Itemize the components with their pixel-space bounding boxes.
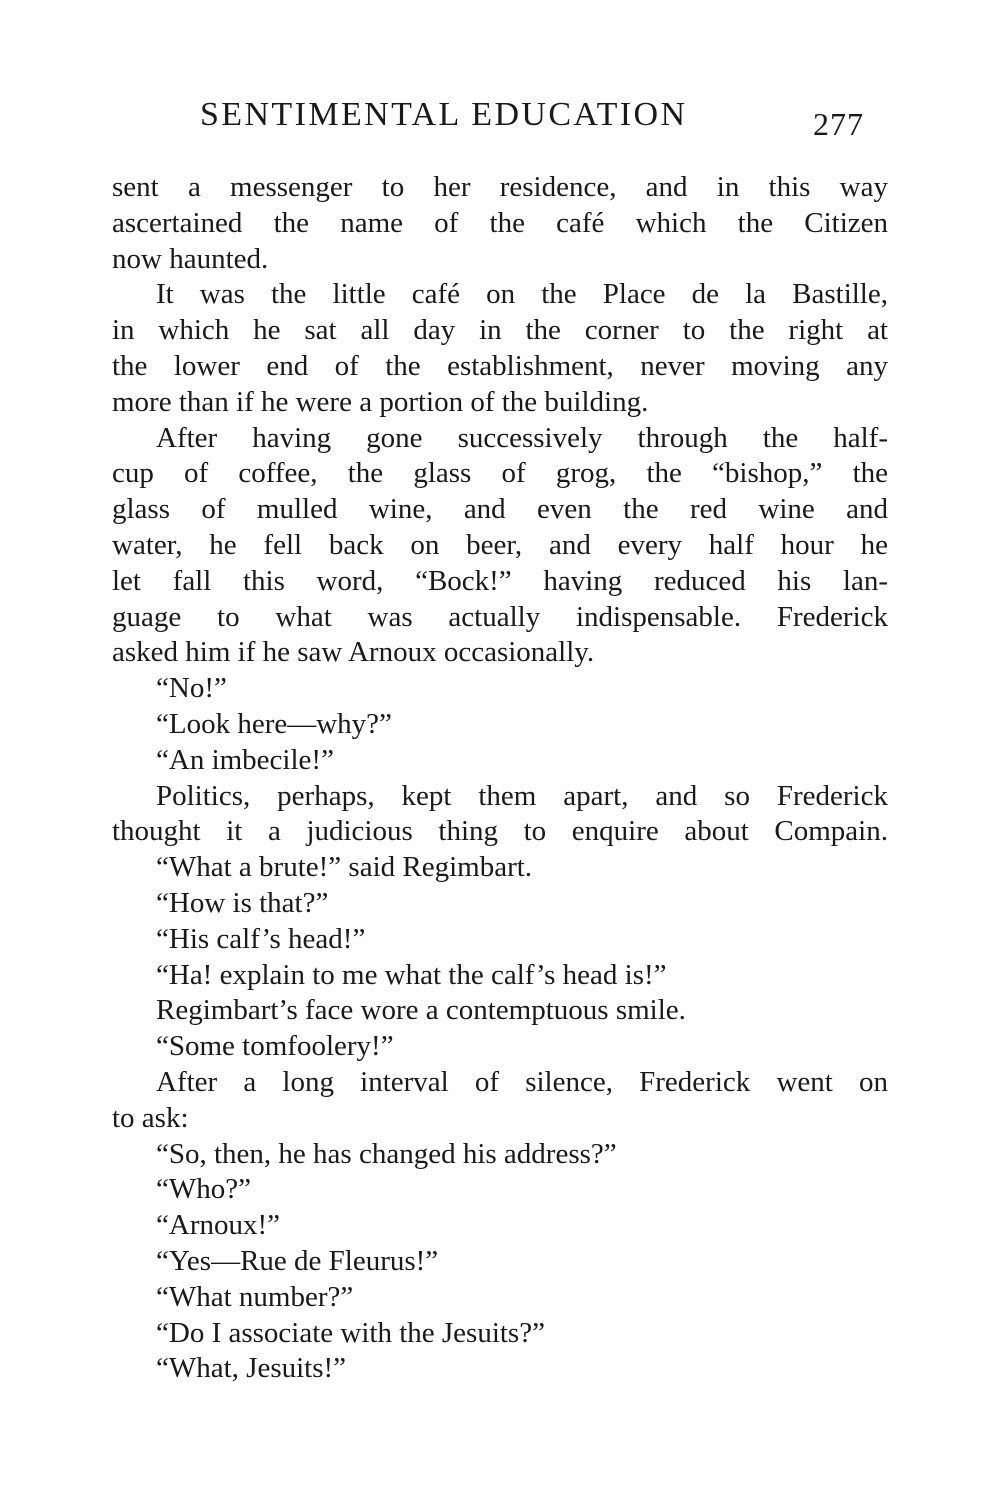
text-line: “Look here—why?” <box>156 707 392 740</box>
text-line: “How is that?” <box>156 886 329 919</box>
text-line: to ask: <box>112 1101 189 1134</box>
text-line: cup of coffee, the glass of grog, the “bishop,” the <box>112 457 888 490</box>
text-line: “Ha! explain to me what the calf’s head is!” <box>156 958 667 991</box>
text-line: now haunted. <box>112 242 269 275</box>
text-line: “What number?” <box>156 1280 354 1313</box>
text-line: water, he fell back on beer, and every half hour he <box>112 528 888 561</box>
text-line: “Some tomfoolery!” <box>156 1030 394 1063</box>
text-line: thought it a judicious thing to enquire about Compain. <box>112 815 888 848</box>
text-line: “No!” <box>156 672 227 705</box>
text-line: “Arnoux!” <box>156 1209 281 1242</box>
text-line: “Yes—Rue de Fleurus!” <box>156 1244 439 1277</box>
text-line: asked him if he saw Arnoux occasionally. <box>112 636 595 669</box>
text-line: Politics, perhaps, kept them apart, and so Frederick <box>156 779 888 812</box>
text-line: After a long interval of silence, Frederick went on <box>156 1065 888 1098</box>
text-line: sent a messenger to her residence, and in this way <box>112 171 888 203</box>
text-line: “Who?” <box>156 1173 251 1206</box>
text-line: “What, Jesuits!” <box>156 1352 347 1385</box>
page-header <box>200 96 900 146</box>
running-title: SENTIMENTAL EDUCATION <box>200 96 688 133</box>
text-line: Regimbart’s face wore a contemptuous smile. <box>156 994 686 1027</box>
text-line: the lower end of the establishment, never moving any <box>112 349 888 382</box>
text-line: let fall this word, “Bock!” having reduced his lan- <box>112 564 888 597</box>
text-line: in which he sat all day in the corner to the right at <box>112 314 888 347</box>
text-line: ascertained the name of the café which the Citizen <box>112 206 888 239</box>
text-line: “An imbecile!” <box>156 743 334 776</box>
text-line: “What a brute!” said Regimbart. <box>156 851 533 884</box>
text-line: It was the little café on the Place de la Bastille, <box>156 278 888 311</box>
text-line: “His calf’s head!” <box>156 922 366 955</box>
text-line: After having gone successively through the half- <box>156 421 888 454</box>
body-text <box>112 170 888 1387</box>
text-line: “Do I associate with the Jesuits?” <box>156 1316 545 1349</box>
text-line: more than if he were a portion of the building. <box>112 385 649 418</box>
text-line: guage to what was actually indispensable. Frederick <box>112 600 888 633</box>
page-number: 277 <box>813 106 864 142</box>
text-line: glass of mulled wine, and even the red wine and <box>112 493 888 526</box>
text-line: “So, then, he has changed his address?” <box>156 1137 617 1170</box>
